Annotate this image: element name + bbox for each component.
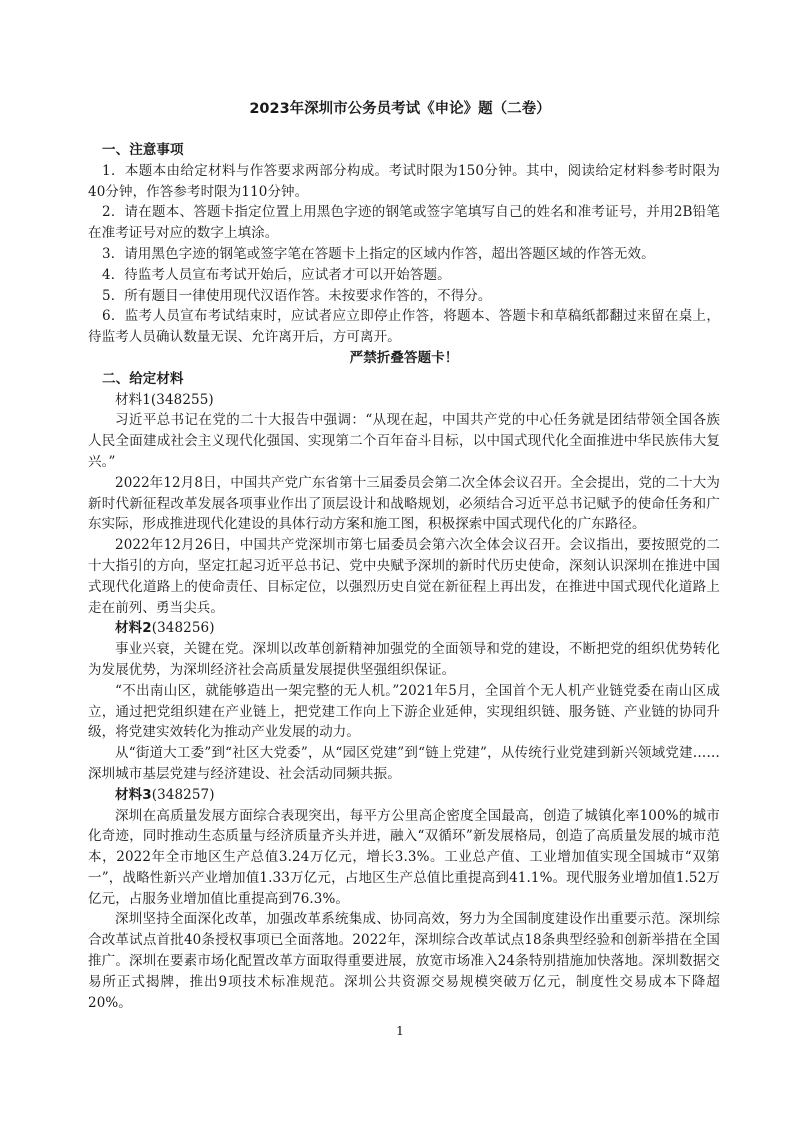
document-title: 2023年深圳市公务员考试《申论》题（二卷） — [249, 101, 551, 117]
notice-text: 严禁折叠答题卡！ — [349, 349, 459, 366]
material-1-label: 材料1 — [115, 391, 151, 408]
material-2-paragraph: 事业兴衰，关键在党。深圳以改革创新精神加强党的全面领导和党的建设，不断把党的组织优势转化为发展优势，为深圳经济社会高质量发展提供坚强组织保证。 — [88, 641, 720, 678]
material-3-heading — [88, 785, 720, 806]
material-1-paragraph: 习近平总书记在党的二十大报告中强调：“从现在起，中国共产党的中心任务就是团结带领全国各族人民全面建成社会主义现代化强国、实现第二个百年奋斗目标，以中国式现代化全面推进中华民族伟大复兴。” — [88, 412, 720, 470]
material-3-label: 材料3 — [115, 786, 152, 803]
material-1-paragraph: 2022年12月26日，中国共产党深圳市第七届委员会第六次全体会议召开。会议指出，要按照党的二十大指引的方向，坚定扛起习近平总书记、党中央赋予深圳的新时代历史使命，深刻认识深圳在推进中国式现代化道路上的使命责任、目标定位，以强烈历史自觉在新征程上再出发，在推进中国式现代化道路上走在前列、勇当尖兵。 — [88, 537, 720, 616]
material-1-heading — [88, 390, 720, 411]
material-3-code: (348257) — [151, 786, 215, 803]
material-2-code: (348256) — [151, 620, 215, 637]
material-2-paragraph: “不出南山区，就能够造出一架完整的无人机。”2021年5月，全国首个无人机产业链党委在南山区成立，通过把党组织建在产业链上，把党建工作向上下游企业延伸，实现组织链、服务链、产业链的协同升级，将党建实效转化为推动产业发展的动力。 — [88, 682, 720, 741]
note-item-4: 4．待监考人员宣布考试开始后，应试者才可以开始答题。 — [102, 266, 451, 283]
page-number: 1 — [396, 1023, 404, 1038]
material-2-paragraph: 从“街道大工委”到“社区大党委”，从“园区党建”到“链上党建”，从传统行业党建到新兴领域党建……深圳城市基层党建与经济建设、社会活动同频共振。 — [88, 745, 720, 782]
note-item-5: 5．所有题目一律使用现代汉语作答。未按要求作答的，不得分。 — [102, 287, 492, 304]
note-item-3: 3．请用黑色字迹的钢笔或签字笔在答题卡上指定的区域内作答，超出答题区域的作答无效。 — [102, 245, 655, 262]
material-3-paragraph: 深圳在高质量发展方面综合表现突出，每平方公里高企密度全国最高，创造了城镇化率100%的城市化奇迹，同时推动生态质量与经济质量齐头并进，融入“双循环”新发展格局，创造了高质量发展的城市范本，2022年全市地区生产总值3.24万亿元，增长3.3%。工业总产值、工业增加值实现全国城市“双第一”，战略性新兴产业增加值1.33万亿元，占地区生产总值比重提高到41.1%。现代服务业增加值1.52万亿元，占服务业增加值比重提高到76.3%。 — [88, 807, 720, 907]
section-heading-materials: 二、给定材料 — [102, 370, 184, 387]
note-item-1: 1．本题本由给定材料与作答要求两部分构成。考试时限为150分钟。其中，阅读给定材料参考时限为40分钟，作答参考时限为110分钟。 — [88, 162, 720, 200]
document-body — [88, 140, 720, 1013]
material-3-paragraph: 深圳坚持全面深化改革，加强改革系统集成、协同高效，努力为全国制度建设作出重要示范。深圳综合改革试点首批40条授权事项已全面落地。2022年，深圳综合改革试点18条典型经验和创新举措在全国推广。深圳在要素市场化配置改革方面取得重要进展，放宽市场准入24条特别措施加快落地。深圳数据交易所正式揭牌，推出9项技术标准规范。深圳公共资源交易规模突破万亿元，制度性交易成本下降超20%。 — [88, 911, 720, 1011]
material-2-heading — [88, 618, 720, 639]
material-2-label: 材料2 — [115, 620, 152, 637]
section-heading-notes: 一、注意事项 — [102, 142, 184, 158]
note-item-6: 6．监考人员宣布考试结束时，应试者应立即停止作答，将题本、答题卡和草稿纸都翻过来留在桌上，待监考人员确认数量无误、允许离开后，方可离开。 — [88, 308, 720, 346]
note-item-2: 2．请在题本、答题卡指定位置上用黑色字迹的钢笔或签字笔填写自己的姓名和准考证号，并用2B铅笔在准考证号对应的数字上填涂。 — [88, 204, 720, 242]
material-1-paragraph: 2022年12月8日，中国共产党广东省第十三届委员会第二次全体会议召开。全会提出，党的二十大为新时代新征程改革发展各项事业作出了顶层设计和战略规划，必须结合习近平总书记赋予的使命任务和广东实际，形成推进现代化建设的具体行动方案和施工图，积极探索中国式现代化的广东路径。 — [88, 474, 720, 533]
material-1-code: (348255) — [150, 391, 214, 408]
